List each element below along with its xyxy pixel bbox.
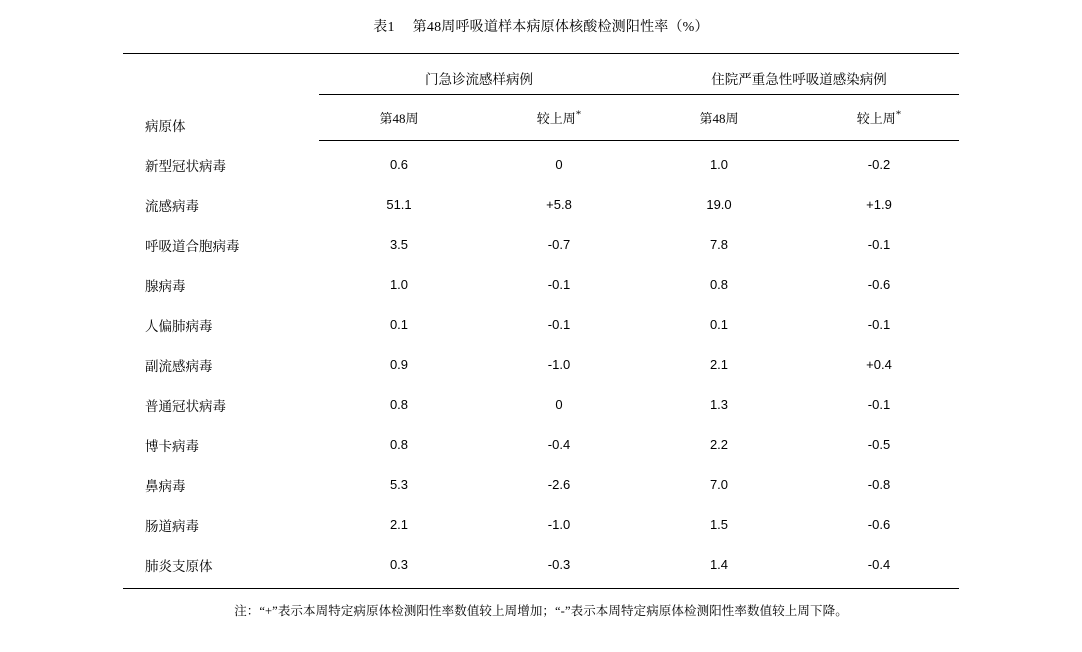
cell-pathogen-name: 肺炎支原体 xyxy=(123,545,319,589)
cell-pathogen-name: 普通冠状病毒 xyxy=(145,398,226,414)
table-body xyxy=(123,141,959,589)
table-caption-title: 第48周呼吸道样本病原体核酸检测阳性率（%） xyxy=(412,20,709,35)
table-row xyxy=(123,545,959,589)
sub-header-label: 第48周 xyxy=(699,111,739,126)
cell-inpatient-week48: 7.8 xyxy=(709,237,729,252)
table-row xyxy=(123,505,959,545)
column-header-pathogen: 病原体 xyxy=(123,54,319,141)
pathogen-positivity-table xyxy=(123,53,959,589)
column-header-inpatient-week48 xyxy=(639,95,799,141)
column-header-outpatient-change xyxy=(479,95,639,141)
column-header-inpatient-change xyxy=(799,95,959,141)
cell-inpatient-week48: 19.0 xyxy=(706,197,732,212)
cell-inpatient-change: +0.4 xyxy=(866,357,892,372)
cell-inpatient-change: -0.6 xyxy=(867,517,891,532)
footnote-marker-icon: * xyxy=(575,108,582,121)
cell-inpatient-week48: 0.8 xyxy=(709,277,729,292)
table-row xyxy=(123,305,959,345)
cell-outpatient-change: -1.0 xyxy=(547,517,571,532)
cell-outpatient-week48: 0.1 xyxy=(389,317,409,332)
sub-header-label: 较上周 xyxy=(856,111,896,126)
cell-outpatient-week48: 51.1 xyxy=(386,197,412,212)
cell-outpatient-week48: 0.8 xyxy=(389,437,409,452)
cell-inpatient-week48: 1.5 xyxy=(709,517,729,532)
cell-inpatient-week48: 7.0 xyxy=(709,477,729,492)
cell-outpatient-week48: 2.1 xyxy=(389,517,409,532)
column-header-outpatient-week48 xyxy=(319,95,479,141)
cell-pathogen-name: 人偏肺病毒 xyxy=(145,318,213,334)
cell-outpatient-change: -1.0 xyxy=(547,357,571,372)
cell-outpatient-change: -2.6 xyxy=(547,477,571,492)
table-head xyxy=(123,54,959,141)
cell-outpatient-week48: 0.6 xyxy=(389,157,409,173)
cell-inpatient-week48: 1.4 xyxy=(639,545,799,589)
cell-pathogen-name: 腺病毒 xyxy=(145,278,186,294)
cell-outpatient-week48: 3.5 xyxy=(389,237,409,252)
cell-pathogen-name: 流感病毒 xyxy=(145,198,199,214)
table-row xyxy=(123,345,959,385)
table-row xyxy=(123,225,959,265)
footnote-marker-icon: * xyxy=(895,108,902,121)
cell-outpatient-change: 0 xyxy=(555,397,563,412)
group-header-row xyxy=(123,54,959,95)
cell-outpatient-change: -0.1 xyxy=(547,317,571,332)
cell-inpatient-change: -0.5 xyxy=(867,437,891,452)
sub-header-label: 第48周 xyxy=(379,111,419,126)
cell-pathogen-name: 呼吸道合胞病毒 xyxy=(145,238,240,254)
cell-pathogen-name: 博卡病毒 xyxy=(145,438,199,454)
cell-inpatient-change: -0.6 xyxy=(867,277,891,292)
cell-outpatient-week48: 0.8 xyxy=(389,397,409,412)
cell-inpatient-change: -0.8 xyxy=(867,477,891,492)
cell-inpatient-week48: 1.3 xyxy=(709,397,729,412)
group-header-outpatient: 门急诊流感样病例 xyxy=(319,54,639,95)
cell-inpatient-change: -0.1 xyxy=(867,237,891,252)
cell-outpatient-change: -0.3 xyxy=(479,545,639,589)
cell-outpatient-change: +5.8 xyxy=(546,197,572,212)
cell-outpatient-change: -0.7 xyxy=(547,237,571,252)
cell-inpatient-week48: 2.2 xyxy=(709,437,729,452)
table-caption xyxy=(0,0,1082,53)
table-caption-number: 表1 xyxy=(373,20,395,35)
cell-inpatient-week48: 2.1 xyxy=(709,357,729,372)
cell-outpatient-week48: 1.0 xyxy=(389,277,409,292)
table-row xyxy=(123,385,959,425)
cell-outpatient-week48: 0.3 xyxy=(319,545,479,589)
sub-header-label: 较上周 xyxy=(536,111,576,126)
cell-pathogen-name: 副流感病毒 xyxy=(145,358,213,374)
group-header-inpatient: 住院严重急性呼吸道感染病例 xyxy=(639,54,959,95)
cell-pathogen-name: 鼻病毒 xyxy=(145,478,186,494)
table-row xyxy=(123,425,959,465)
cell-inpatient-change: -0.4 xyxy=(799,545,959,589)
table-row xyxy=(123,465,959,505)
cell-outpatient-change: -0.4 xyxy=(547,437,571,452)
cell-outpatient-change: -0.1 xyxy=(547,277,571,292)
table-row xyxy=(123,141,959,185)
table-row xyxy=(123,265,959,305)
cell-inpatient-week48: 1.0 xyxy=(709,157,729,173)
cell-inpatient-change: +1.9 xyxy=(866,197,892,212)
cell-inpatient-week48: 0.1 xyxy=(709,317,729,332)
cell-outpatient-week48: 5.3 xyxy=(389,477,409,492)
cell-inpatient-change: -0.1 xyxy=(867,397,891,412)
cell-inpatient-change: -0.2 xyxy=(867,157,891,173)
cell-inpatient-change: -0.1 xyxy=(867,317,891,332)
table-row xyxy=(123,185,959,225)
cell-outpatient-week48: 0.9 xyxy=(389,357,409,372)
table-footnote: 注：“+”表示本周特定病原体检测阳性率数值较上周增加；“-”表示本周特定病原体检测阳性率数值较上周下降。 xyxy=(234,603,848,618)
cell-outpatient-change: 0 xyxy=(555,157,563,173)
cell-pathogen-name: 新型冠状病毒 xyxy=(145,158,226,174)
cell-pathogen-name: 肠道病毒 xyxy=(145,518,199,534)
